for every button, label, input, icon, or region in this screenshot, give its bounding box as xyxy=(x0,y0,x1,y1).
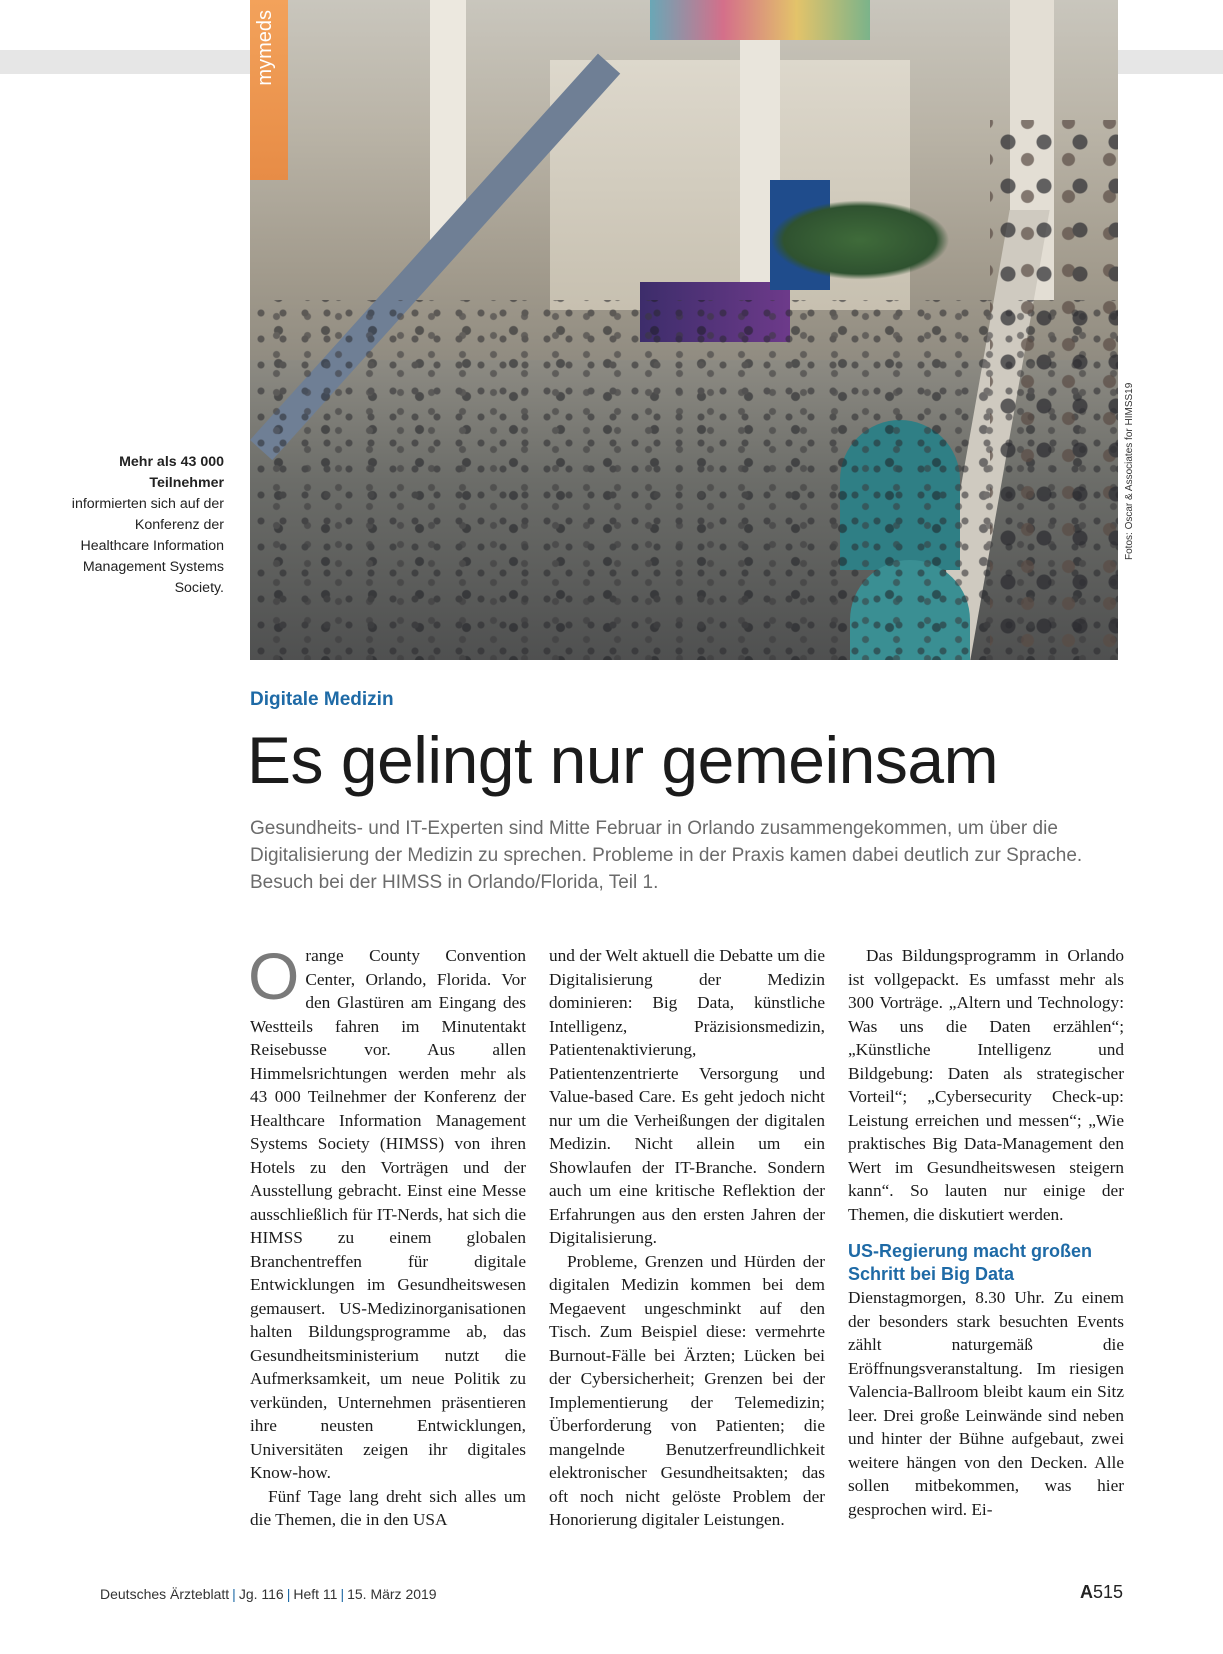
page-footer: Deutsches Ärzteblatt | Jg. 116 | Heft 11 | 15. März 2019 xyxy=(100,1586,437,1602)
photo-credit: Fotos: Oscar & Associates for HIMSS19 xyxy=(1124,382,1135,560)
header-bar-left xyxy=(0,50,252,74)
article-kicker: Digitale Medizin xyxy=(250,689,394,710)
section-subhead: US-Regierung macht großen Schritt bei Big Data xyxy=(848,1241,1093,1284)
photo-plants xyxy=(770,200,950,280)
conference-photo xyxy=(250,0,1118,660)
article-lead: Gesundheits- und IT-Experten sind Mitte Februar in Orlando zusammengekommen, um über die Digitalisierung der Medizin zu sprechen. Probleme in der Praxis kamen dabei deutlich zur Sprache. Besuch bei der HIMSS in Orlando/Florida, Teil 1. xyxy=(250,818,1083,893)
page-number-value: 515 xyxy=(1093,1582,1124,1602)
journal-date: 15. März 2019 xyxy=(347,1586,437,1602)
journal-volume: Jg. 116 xyxy=(238,1586,284,1602)
paragraph: und der Welt aktuell die Debatte um die Digitalisierung der Medizin dominieren: Big Data, künstliche Intelligenz, Präzisionsmedizin, Patientenaktivierung, Patientenzentrierte Versorgung und Value-based Care. Es geht jedoch nicht nur um die Verheißungen der digitalen Medizin. Nicht allein um ein Showlaufen der IT-Branche. Sondern auch um eine kritische Reflektion der Erfahrungen aus den ersten Jahren der Digitalisierung. xyxy=(549,946,825,1247)
journal-issue: Heft 11 xyxy=(293,1586,338,1602)
header-bar-right xyxy=(1118,50,1223,74)
banner-text: mymeds xyxy=(254,10,276,86)
journal-name: Deutsches Ärzteblatt xyxy=(100,1586,230,1602)
article-headline: Es gelingt nur gemeinsam xyxy=(247,723,999,797)
page-number xyxy=(1080,1582,1123,1603)
caption-bold: Mehr als 43 000 Teilnehmer xyxy=(119,454,224,491)
photo-mural xyxy=(650,0,870,40)
paragraph-text: range County Convention Center, Orlando, Florida. Vor den Glastüren am Eingang des Westteils fahren im Minutentakt Reisebusse vor. Aus allen Himmelsrichtungen werden mehr als 43 000 Teilnehmer der Konferenz der Healthcare Information Management Systems Society (HIMSS) von ihren Hotels zu den Vorträgen und der Ausstellung gebracht. Einst eine Messe ausschließlich für IT-Nerds, hat sich die HIMSS zu einem globalen Branchentreffen für digitale Entwicklungen im Gesundheitswesen gemausert. US-Medizinorganisationen halten Bildungsprogramme ab, das Gesundheitsministerium nutzt die Aufmerksamkeit, um neue Politik zu verkünden, Unternehmen präsentieren ihre neusten Entwicklungen, Universitäten zeigen ihr digitales Know-how. xyxy=(250,946,526,1482)
page-prefix: A xyxy=(1080,1582,1093,1602)
caption-text: informierten sich auf der Konferenz der Healthcare Information Management Systems Society. xyxy=(71,496,224,596)
photo-crowd xyxy=(250,300,1118,660)
photo-pillar xyxy=(430,0,466,240)
paragraph: Das Bildungsprogramm in Orlando ist vollgepackt. Es umfasst mehr als 300 Vorträge. „Altern und Technology: Was uns die Daten erzählen“; „Künstliche Intelligenz und Bildgebung: Daten als strategischer Vorteil“; „Cybersecurity Check-up: Leistung erreichen und messen“; „Wie praktisches Big Data-Management den Wert im Gesundheitswesen steigern kann“. So lauten nur einige der Themen, die diskutiert werden. xyxy=(848,946,1124,1224)
body-column-3 xyxy=(848,944,1124,1521)
drop-cap: O xyxy=(248,939,300,1013)
paragraph: Probleme, Grenzen und Hürden der digitalen Medizin kommen bei dem Megaevent ungeschminkt auf den Tisch. Zum Beispiel diese: vermehrte Burnout-Fälle bei Ärzten; Lücken bei der Cybersicherheit; Grenzen bei der Implementierung der Telemedizin; Überforderung von Patienten; die mangelnde Benutzerfreundlichkeit elektronischer Gesundheitsakten; das oft noch nicht gelöste Problem der Honorierung digitaler Leistungen. xyxy=(549,1251,825,1529)
body-column-2 xyxy=(549,944,825,1532)
photo-banner xyxy=(250,0,288,180)
photo-crowd-escalator xyxy=(990,120,1118,660)
photo-caption xyxy=(70,452,224,599)
body-column-1 xyxy=(248,939,526,1532)
paragraph: Dienstagmorgen, 8.30 Uhr. Zu einem der besonders stark besuchten Events zählt naturgemäß die Eröffnungsveranstaltung. Im riesigen Valencia-Ballroom bleibt kaum ein Sitz leer. Drei große Leinwände sind neben und hinter der Bühne aufgebaut, zwei weitere hängen von den Decken. Alle sollen mitbekommen, was hier gesprochen wird. Ei- xyxy=(848,1288,1124,1519)
paragraph: Fünf Tage lang dreht sich alles um die Themen, die in den USA xyxy=(250,1486,526,1529)
paragraph xyxy=(248,939,526,1485)
